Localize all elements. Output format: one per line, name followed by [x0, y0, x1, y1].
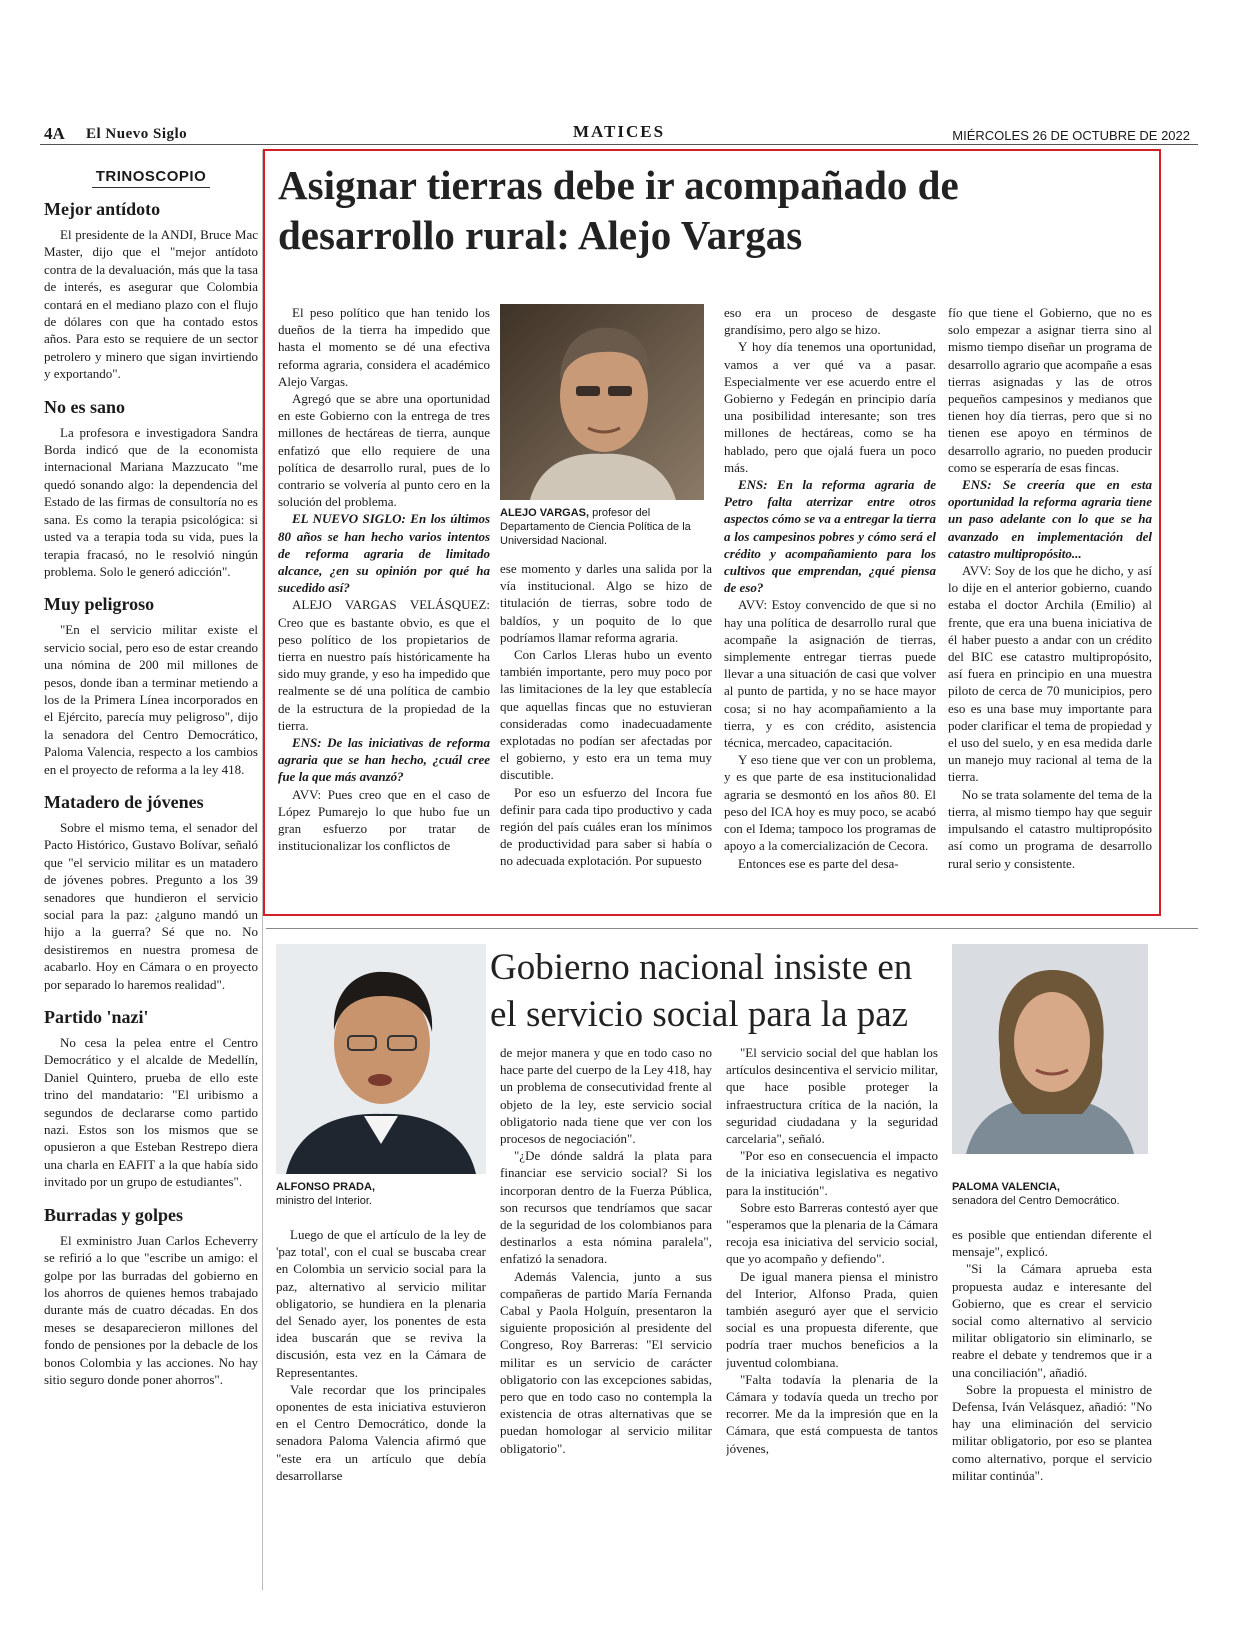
paragraph: Por eso un esfuerzo del Incora fue definir para cada tipo productivo y cada región del país cuáles eran los mínimos de productividad para saber si había o no adecuada explotación. Por supuesto	[500, 784, 712, 869]
sidebar-text: El exministro Juan Carlos Echeverry se refirió a lo que "escribe un amigo: el golpe por las burradas del gobierno en los ahorros de quienes hemos trabajado durante más de cuatro décadas. En dos meses se desaparecieron millones del fondo de pensiones por la debacle de los bonos Colombia y las acciones. No hay sitio seguro donde poner ahorros".	[44, 1232, 258, 1387]
article2-column-4	[952, 1226, 1152, 1606]
caption-name: ALFONSO PRADA,	[276, 1181, 375, 1193]
sidebar-item	[44, 792, 258, 993]
sidebar-text: La profesora e investigadora Sandra Borda indicó que de la economista internacional Mariana Mazzucato "me quedó sonando algo: la dependencia del Estado de las firmas de consultoría no es sana. Es como la terapia psicológica: si usted va a terapia toda su vida, pues la terapia fracasó, no le resolvió ningún problema. Solo le generó adicción".	[44, 424, 258, 579]
interview-question: ENS: Se creería que en esta oportunidad la reforma agraria tiene un paso adelante con lo que se ha avanzado en implementación del catastro multipropósito...	[948, 477, 1152, 561]
paragraph: ese momento y darles una salida por la vía institucional. Algo se hizo de titulación de tierras, sobre todo de baldíos, y un poquito de lo que podríamos llamar reforma agraria.	[500, 561, 712, 645]
photo-caption	[500, 506, 704, 548]
paragraph: De igual manera piensa el ministro del Interior, Alfonso Prada, quien también aseguró ayer que el servicio social es una propuesta diferente, que podría traer muchos beneficios a la juventud colombiana.	[726, 1268, 938, 1370]
photo-caption-left	[276, 1180, 486, 1208]
article-column-4	[948, 304, 1152, 909]
caption-text: profesor del Departamento de Ciencia Política de la Universidad Nacional.	[500, 507, 691, 547]
paragraph: eso era un proceso de desgaste grandísimo, pero algo se hizo.	[724, 305, 936, 338]
paragraph: "El servicio social del que hablan los artículos desincentiva el servicio militar, que hace posible proteger la infraestructura crítica de la nación, la seguridad ciudadana y la seguridad carcelaria", señaló.	[726, 1045, 938, 1147]
sidebar-heading: No es sano	[44, 396, 126, 417]
sidebar-text: El presidente de la ANDI, Bruce Mac Master, dijo que el "mejor antídoto contra de la devaluación, más que la tasa de interés, es asegurar que Colombia contará en el mediano plazo con el flujo de dólares con que ha contado estos años. Para esto se requiere de un sector petrolero y minero que sigan invirtiendo y exportando".	[44, 227, 258, 382]
sidebar-item	[44, 594, 258, 778]
sidebar-item	[44, 1205, 258, 1389]
publication-name: El Nuevo Siglo	[86, 126, 188, 142]
article-column-2	[500, 560, 712, 910]
paragraph: fío que tiene el Gobierno, que no es solo empezar a asignar tierra sino al mismo tiempo diseñar un programa de desarrollo agrario que acompañe a esas tierras asignadas y las de otros pequeños campesinos y medianos que tienen hoy día tierras, pero que si no tienen ese apoyo en términos de desarrollo agrario, no pueden producir como se esperaría de esas fincas.	[948, 305, 1152, 475]
paragraph: No se trata solamente del tema de la tierra, al mismo tiempo hay que seguir impulsando el catastro multipropósito así como un programa de desarrollo rural serio y consistente.	[948, 786, 1152, 871]
sidebar-title: TRINOSCOPIO	[92, 168, 211, 188]
paragraph: Con Carlos Lleras hubo un evento también importante, pero muy poco por las limitaciones de la ley que establecía que aquellas fincas que no estuvieran consideradas como inadecuadamente explotadas no podían ser afectadas por el gobierno, y esto era un tema muy discutible.	[500, 647, 712, 783]
sidebar-item	[44, 397, 258, 581]
sidebar-heading: Matadero de jóvenes	[44, 791, 204, 812]
sidebar-text: Sobre el mismo tema, el senador del Pacto Histórico, Gustavo Bolívar, señaló que "el servicio militar es un matadero de jóvenes pobres. Pregunto a los 39 senadores que hundieron el servicio social para la paz: ¿alguno mandó un hijo a la guerra? Sé que no. No desistiremos en nuestra promesa de acabarlo. Hoy en Cámara o en proyecto por separado lo haremos realidad".	[44, 819, 258, 992]
paragraph: AVV: Soy de los que he dicho, y así lo dije en el anterior gobierno, cuando estaba el doctor Archila (Emilio) al frente, que era una buena iniciativa de él haber puesto a andar con un crédito del BIC ese catastro multipropósito, así fuera en principio en una muestra piloto de cerca de 70 municipios, pero eso es una base muy importante para poder clarificar el tema de propiedad y el uso del suelo, y en esa medida darle un manejo muy racional al tema de la tierra.	[948, 563, 1152, 785]
caption-text: senadora del Centro Democrático.	[952, 1195, 1120, 1207]
paragraph: Entonces ese es parte del desa-	[738, 855, 899, 871]
article-column-3	[724, 304, 936, 909]
paragraph: de mejor manera y que en todo caso no hace parte del cuerpo de la Ley 418, hay un problema de consecutividad frente al objeto de la ley, este servicio social obligatorio nada tiene que ver con los procesos de negociación".	[500, 1045, 712, 1147]
paragraph: Además Valencia, junto a sus compañeras de partido María Fernanda Cabal y Paola Holguín, presentaron la siguiente proposición al presidente del Congreso, Roy Barreras: "El servicio militar es un servicio de carácter obligatorio con las excepciones sabidas, pero que en todo caso no contempla la existencia de otras alternativas que se puedan homologar al servicio militar obligatorio".	[500, 1268, 712, 1456]
interview-question: ENS: En la reforma agraria de Petro falta aterrizar entre otros aspectos cómo se va a entregar la tierra a los campesinos pobres y cómo será el crédito y acompañamiento para los cultivos que emprendan, ¿qué piensa de eso?	[724, 477, 936, 596]
article-divider	[266, 928, 1198, 929]
paragraph: El peso político que han tenido los dueños de la tierra ha impedido que hasta el momento se dé una efectiva reforma agraria, considera el académico Alejo Vargas.	[278, 305, 490, 389]
paragraph: Sobre la propuesta el ministro de Defensa, Iván Velásquez, añadió: "No hay una eliminación del servicio militar obligatorio, por eso se plantea como alternativo, porque el servicio militar continúa".	[952, 1381, 1152, 1483]
article2-column-1	[276, 1226, 486, 1606]
paragraph: Y hoy día tenemos una oportunidad, vamos a ver qué va a pasar. Especialmente ver ese acuerdo entre el Gobierno y Fedegán en principio daría una posibilidad interesante; son tres millones de hectáreas, como se ha hablado, pero que ojalá fuera un poco más.	[724, 339, 936, 475]
sidebar-heading: Muy peligroso	[44, 594, 155, 615]
paragraph: "Si la Cámara aprueba esta propuesta audaz e interesante del Gobierno, que es crear el servicio social como alternativo al servicio militar obligatorio sin eliminarlo, se reabre el debate y tendremos que ir a una conciliación", añadió.	[952, 1261, 1152, 1380]
trinoscopio-sidebar	[44, 164, 258, 1604]
article2-column-3	[726, 1044, 938, 1606]
sidebar-text: "En el servicio militar existe el servicio social, pero eso de estar creando una nómina de 200 mil millones de pesos, donde iban a terminar metiendo a los de la Primera Línea incorporados en el Ejército, parecía muy peligroso", dijo la senadora del Centro Democrático, Paloma Valencia, respecto a los cambios en el proyecto de reforma a la ley 418.	[44, 622, 258, 777]
header-rule	[40, 144, 1198, 145]
sidebar-item	[44, 1007, 258, 1191]
alfonso-prada-photo	[276, 944, 486, 1174]
paragraph: Sobre esto Barreras contestó ayer que "esperamos que la plenaria de la Cámara recoja esa iniciativa del servicio social, que yo acompaño y defiendo".	[726, 1199, 938, 1267]
paragraph: "¿De dónde saldrá la plata para financiar ese servicio social? Si los incorporan dentro de la Fuerza Pública, son recursos que tendríamos que sacar de la seguridad de los colombianos para destinarlos a esta nómina paralela", enfatizó la senadora.	[500, 1148, 712, 1267]
paragraph: Agregó que se abre una oportunidad en este Gobierno con la entrega de tres millones de hectáreas de tierra, aunque enfatizó que ello requiere de una política de desarrollo rural, pues de lo contrario se volvería al punto cero en la solución del problema.	[278, 391, 490, 510]
paragraph: es posible que entiendan diferente el mensaje", explicó.	[952, 1227, 1152, 1260]
paragraph: Luego de que el artículo de la ley de 'paz total', con el cual se buscaba crear en Colombia un servicio social para la paz, alternativo al servicio militar obligatorio, se hundiera en la plenaria del Senado ayer, los ponentes de esta idea buscarán que se reviva la discusión, esta vez en la Cámara de Representantes.	[276, 1227, 486, 1380]
section-title: MATICES	[572, 122, 666, 141]
photo-caption-right	[952, 1180, 1152, 1208]
caption-name: PALOMA VALENCIA,	[952, 1181, 1060, 1193]
article-headline: Asignar tierras debe ir acompañado de desarrollo rural: Alejo Vargas	[278, 162, 959, 258]
paragraph: ALEJO VARGAS VELÁSQUEZ: Creo que es bastante obvio, es que el peso político de los propietarios de tierra en nuestro país históricamente ha sido muy grande, y eso ha impedido que realmente se dé una política de cambio de la estructura de la propiedad de la tierra.	[278, 597, 490, 733]
article2-column-2	[500, 1044, 712, 1606]
paragraph: Y eso tiene que ver con un problema, y es que parte de esa institucionalidad agraria se desmontó en los años 80. El peso del ICA hoy es muy poco, se acabó con el Idema; tampoco los programas de apoyo a la comercialización de Cecora.	[724, 752, 936, 854]
sidebar-heading: Partido 'nazi'	[44, 1007, 149, 1028]
caption-name: ALEJO VARGAS,	[500, 507, 590, 519]
paloma-valencia-photo	[952, 944, 1148, 1154]
sidebar-text: No cesa la pelea entre el Centro Democrático y el alcalde de Medellín, Daniel Quintero, prueba de ello este trino del mandatario: "El uribismo a segundos de declararse como partido nazi. Estos son los mismos que se opusieron a que Esteban Restrepo diera una charla en EAFIT a la que había sido invitado por un grupo de estudiantes".	[44, 1035, 258, 1190]
alejo-vargas-photo	[500, 304, 704, 500]
interview-question: EL NUEVO SIGLO: En los últimos 80 años se han hecho varios intentos de reforma agraria de limitado alcance, ¿en su opinión por qué ha sucedido así?	[278, 511, 490, 596]
sidebar-item	[44, 199, 258, 383]
sidebar-heading: Mejor antídoto	[44, 199, 161, 219]
paragraph: Vale recordar que los principales oponentes de esta iniciativa estuvieron en el Centro Democrático, donde la senadora Paloma Valencia afirmó que "este era un artículo que debía desarrollarse	[276, 1381, 486, 1483]
article-column-1	[278, 304, 490, 909]
paragraph: AVV: Pues creo que en el caso de López Pumarejo lo que hubo fue un gran esfuerzo por tratar de institucionalizar los conflictos de	[278, 786, 490, 854]
issue-date: MIÉRCOLES 26 DE OCTUBRE DE 2022	[952, 128, 1190, 143]
paragraph: "Falta todavía la plenaria de la Cámara y todavía queda un trecho por recorrer. Me da la impresión que en la Cámara, que está compuesta de tantos jóvenes,	[726, 1371, 938, 1456]
sidebar-heading: Burradas y golpes	[44, 1204, 184, 1225]
article2-headline: Gobierno nacional insiste en el servicio social para la paz	[490, 947, 913, 1035]
caption-text: ministro del Interior.	[276, 1195, 372, 1207]
interview-question: ENS: De las iniciativas de reforma agraria que se han hecho, ¿cuál cree fue la que más avanzó?	[278, 735, 490, 785]
paragraph: AVV: Estoy convencido de que si no hay una política de desarrollo rural que acompañe la asignación de tierras, simplemente entregar tierras puede llevar a una situación de casi que volver al punto de partida, y no se hace mayor cosa; si no hay acompañamiento a la tierra, y es con crédito, asistencia técnica, mercadeo, capacitación.	[724, 597, 936, 751]
paragraph: "Por eso en consecuencia el impacto de la iniciativa legislativa es negativo para la institución".	[726, 1148, 938, 1198]
page-number: 4A	[44, 124, 65, 143]
